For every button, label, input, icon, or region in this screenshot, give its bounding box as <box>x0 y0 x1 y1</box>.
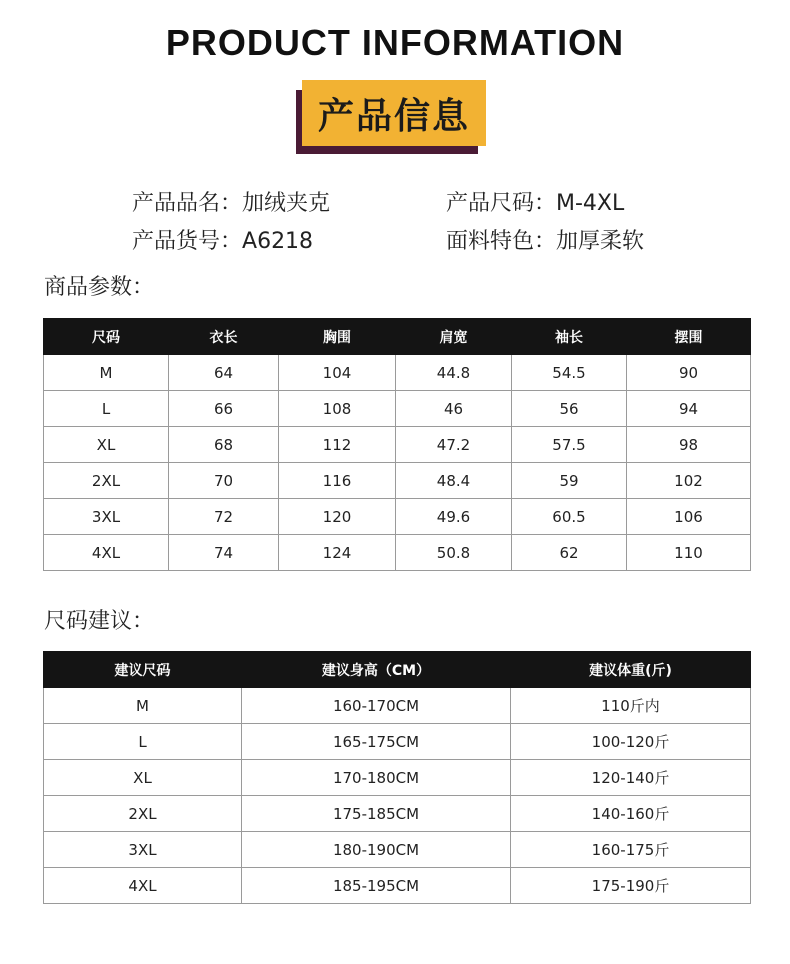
table-cell: 64 <box>169 355 279 391</box>
advice-section-title: 尺码建议： <box>44 609 155 634</box>
section-badge <box>296 80 490 154</box>
table-row <box>44 535 751 571</box>
table-cell: 72 <box>169 499 279 535</box>
table-row <box>44 868 751 904</box>
info-value: 加绒夹克 <box>242 191 331 216</box>
table-cell: 120 <box>279 499 396 535</box>
table-cell: 48.4 <box>396 463 512 499</box>
table-cell: 62 <box>512 535 627 571</box>
table-cell: L <box>44 391 169 427</box>
info-label: 面料特色： <box>446 229 557 254</box>
table-cell: 94 <box>627 391 751 427</box>
table-row <box>44 688 751 724</box>
table-row <box>44 499 751 535</box>
column-header: 胸围 <box>279 319 396 355</box>
table-cell: 100-120斤 <box>511 724 751 760</box>
column-header: 建议体重(斤) <box>511 652 751 688</box>
table-cell: 66 <box>169 391 279 427</box>
table-cell: 60.5 <box>512 499 627 535</box>
table-cell: 112 <box>279 427 396 463</box>
table-cell: 56 <box>512 391 627 427</box>
info-value: M-4XL <box>556 191 625 216</box>
table-cell: 46 <box>396 391 512 427</box>
table-row <box>44 760 751 796</box>
table-cell: 59 <box>512 463 627 499</box>
table-cell: 116 <box>279 463 396 499</box>
params-section-title: 商品参数： <box>44 275 155 300</box>
page-title: PRODUCT INFORMATION <box>165 22 625 63</box>
table-cell: 47.2 <box>396 427 512 463</box>
table-cell: 160-175斤 <box>511 832 751 868</box>
table-cell: 98 <box>627 427 751 463</box>
table-cell: 140-160斤 <box>511 796 751 832</box>
table-row <box>44 427 751 463</box>
table-cell: 175-190斤 <box>511 868 751 904</box>
column-header: 建议身高（CM） <box>242 652 511 688</box>
table-row <box>44 724 751 760</box>
info-label: 产品品名： <box>132 191 243 216</box>
info-value: A6218 <box>242 229 314 254</box>
info-value: 加厚柔软 <box>556 229 645 254</box>
table-cell: 2XL <box>44 463 169 499</box>
table-cell: 68 <box>169 427 279 463</box>
column-header: 衣长 <box>169 319 279 355</box>
table-cell: L <box>44 724 242 760</box>
table-cell: 4XL <box>44 535 169 571</box>
table-cell: 102 <box>627 463 751 499</box>
info-label: 产品货号： <box>132 229 243 254</box>
table-cell: 54.5 <box>512 355 627 391</box>
info-product-fabric <box>446 224 644 255</box>
column-header: 建议尺码 <box>44 652 242 688</box>
table-row <box>44 832 751 868</box>
table-cell: 3XL <box>44 499 169 535</box>
column-header: 肩宽 <box>396 319 512 355</box>
size-parameter-table <box>43 318 751 571</box>
table-cell: 4XL <box>44 868 242 904</box>
table-row <box>44 796 751 832</box>
column-header: 尺码 <box>44 319 169 355</box>
table-row <box>44 391 751 427</box>
table-cell: XL <box>44 760 242 796</box>
info-product-name <box>132 186 330 217</box>
table-cell: 2XL <box>44 796 242 832</box>
table-cell: 108 <box>279 391 396 427</box>
table-cell: 180-190CM <box>242 832 511 868</box>
table-cell: 90 <box>627 355 751 391</box>
table-cell: 49.6 <box>396 499 512 535</box>
table-cell: 50.8 <box>396 535 512 571</box>
table-cell: 74 <box>169 535 279 571</box>
table-cell: XL <box>44 427 169 463</box>
table-cell: 3XL <box>44 832 242 868</box>
table-cell: M <box>44 688 242 724</box>
column-header: 袖长 <box>512 319 627 355</box>
info-label: 产品尺码： <box>446 191 557 216</box>
table-row <box>44 355 751 391</box>
column-header: 摆围 <box>627 319 751 355</box>
table-cell: 110斤内 <box>511 688 751 724</box>
table-cell: 165-175CM <box>242 724 511 760</box>
table-cell: M <box>44 355 169 391</box>
table-cell: 106 <box>627 499 751 535</box>
table-cell: 124 <box>279 535 396 571</box>
table-cell: 57.5 <box>512 427 627 463</box>
table-cell: 160-170CM <box>242 688 511 724</box>
table-cell: 175-185CM <box>242 796 511 832</box>
table-row <box>44 463 751 499</box>
table-cell: 104 <box>279 355 396 391</box>
table-cell: 170-180CM <box>242 760 511 796</box>
table-header-row <box>44 319 751 355</box>
table-cell: 120-140斤 <box>511 760 751 796</box>
info-product-size <box>446 186 624 217</box>
table-cell: 110 <box>627 535 751 571</box>
info-product-sku <box>132 224 313 255</box>
table-cell: 70 <box>169 463 279 499</box>
table-cell: 185-195CM <box>242 868 511 904</box>
table-cell: 44.8 <box>396 355 512 391</box>
badge-label: 产品信息 <box>302 80 486 146</box>
size-advice-table <box>43 651 751 904</box>
table-header-row <box>44 652 751 688</box>
